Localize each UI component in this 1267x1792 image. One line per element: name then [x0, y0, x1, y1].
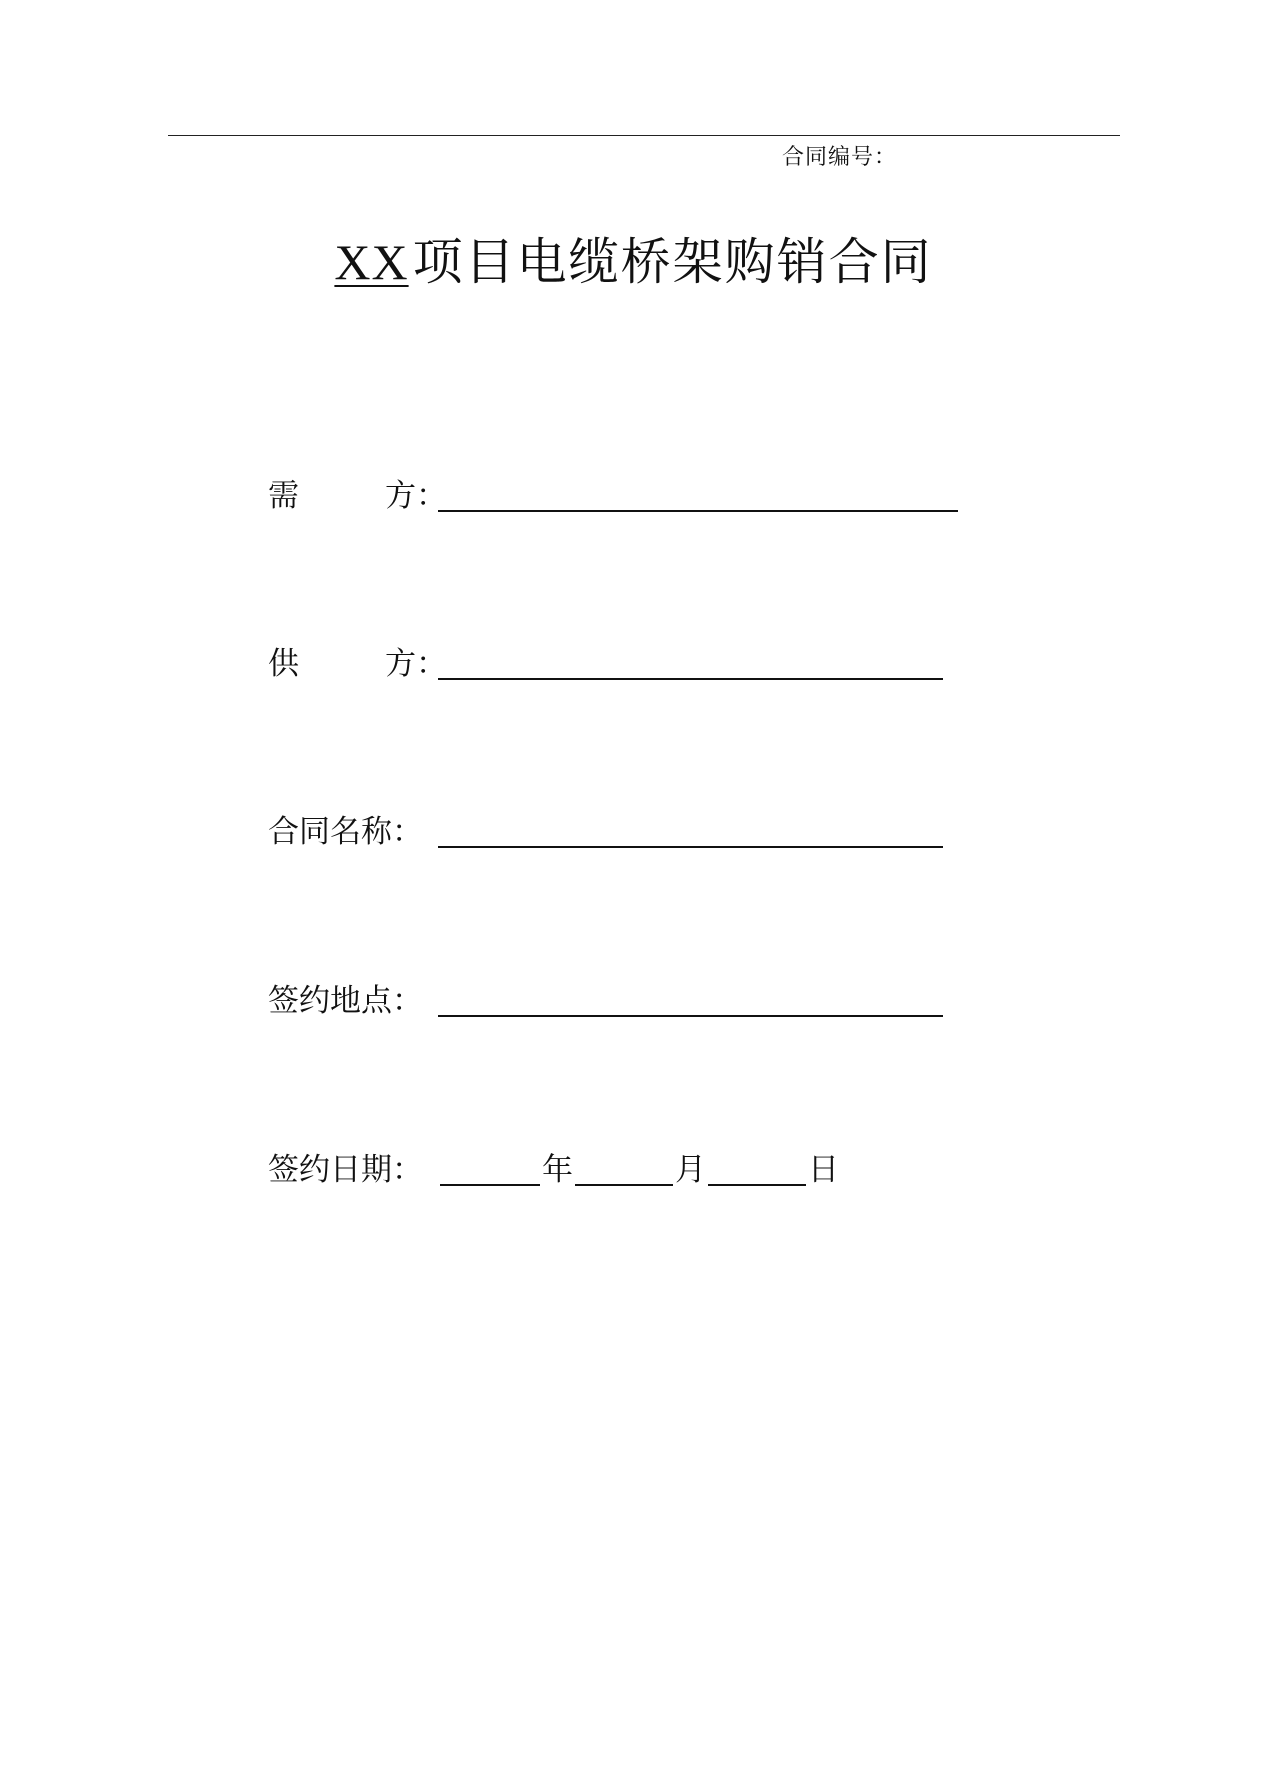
contract-name-label: 合同名称：: [268, 814, 423, 850]
month-blank-line[interactable]: [575, 1154, 673, 1186]
contract-name-field: [268, 806, 943, 852]
buyer-label-char1: 需: [268, 478, 299, 514]
supplier-label-char2: 方: [385, 646, 416, 682]
month-unit: 月: [675, 1152, 706, 1188]
year-unit: 年: [542, 1152, 573, 1188]
signing-date-field: [268, 1150, 839, 1190]
contract-number-label: 合同编号：: [782, 145, 898, 170]
supplier-colon: ：: [416, 646, 447, 682]
title-text: 项目电缆桥架购销合同: [412, 233, 933, 291]
buyer-field: [268, 470, 958, 516]
buyer-label-char2: 方: [385, 478, 416, 514]
signing-date-label: 签约日期：: [268, 1152, 423, 1188]
day-blank-line[interactable]: [708, 1154, 806, 1186]
buyer-label: [268, 476, 416, 516]
contract-title: [0, 222, 1267, 294]
year-blank-line[interactable]: [440, 1154, 540, 1186]
supplier-label: [268, 644, 416, 684]
header-rule: [168, 135, 1120, 136]
title-project-placeholder: XX: [334, 234, 409, 290]
contract-name-blank-line[interactable]: [438, 816, 943, 848]
supplier-label-char1: 供: [268, 646, 299, 682]
signing-place-label: 签约地点：: [268, 983, 423, 1019]
day-unit: 日: [808, 1152, 839, 1188]
signing-place-field: [268, 975, 943, 1021]
buyer-colon: ：: [416, 478, 447, 514]
supplier-field: [268, 638, 943, 684]
supplier-blank-line[interactable]: [438, 648, 943, 680]
signing-place-blank-line[interactable]: [438, 985, 943, 1017]
buyer-blank-line[interactable]: [438, 480, 958, 512]
